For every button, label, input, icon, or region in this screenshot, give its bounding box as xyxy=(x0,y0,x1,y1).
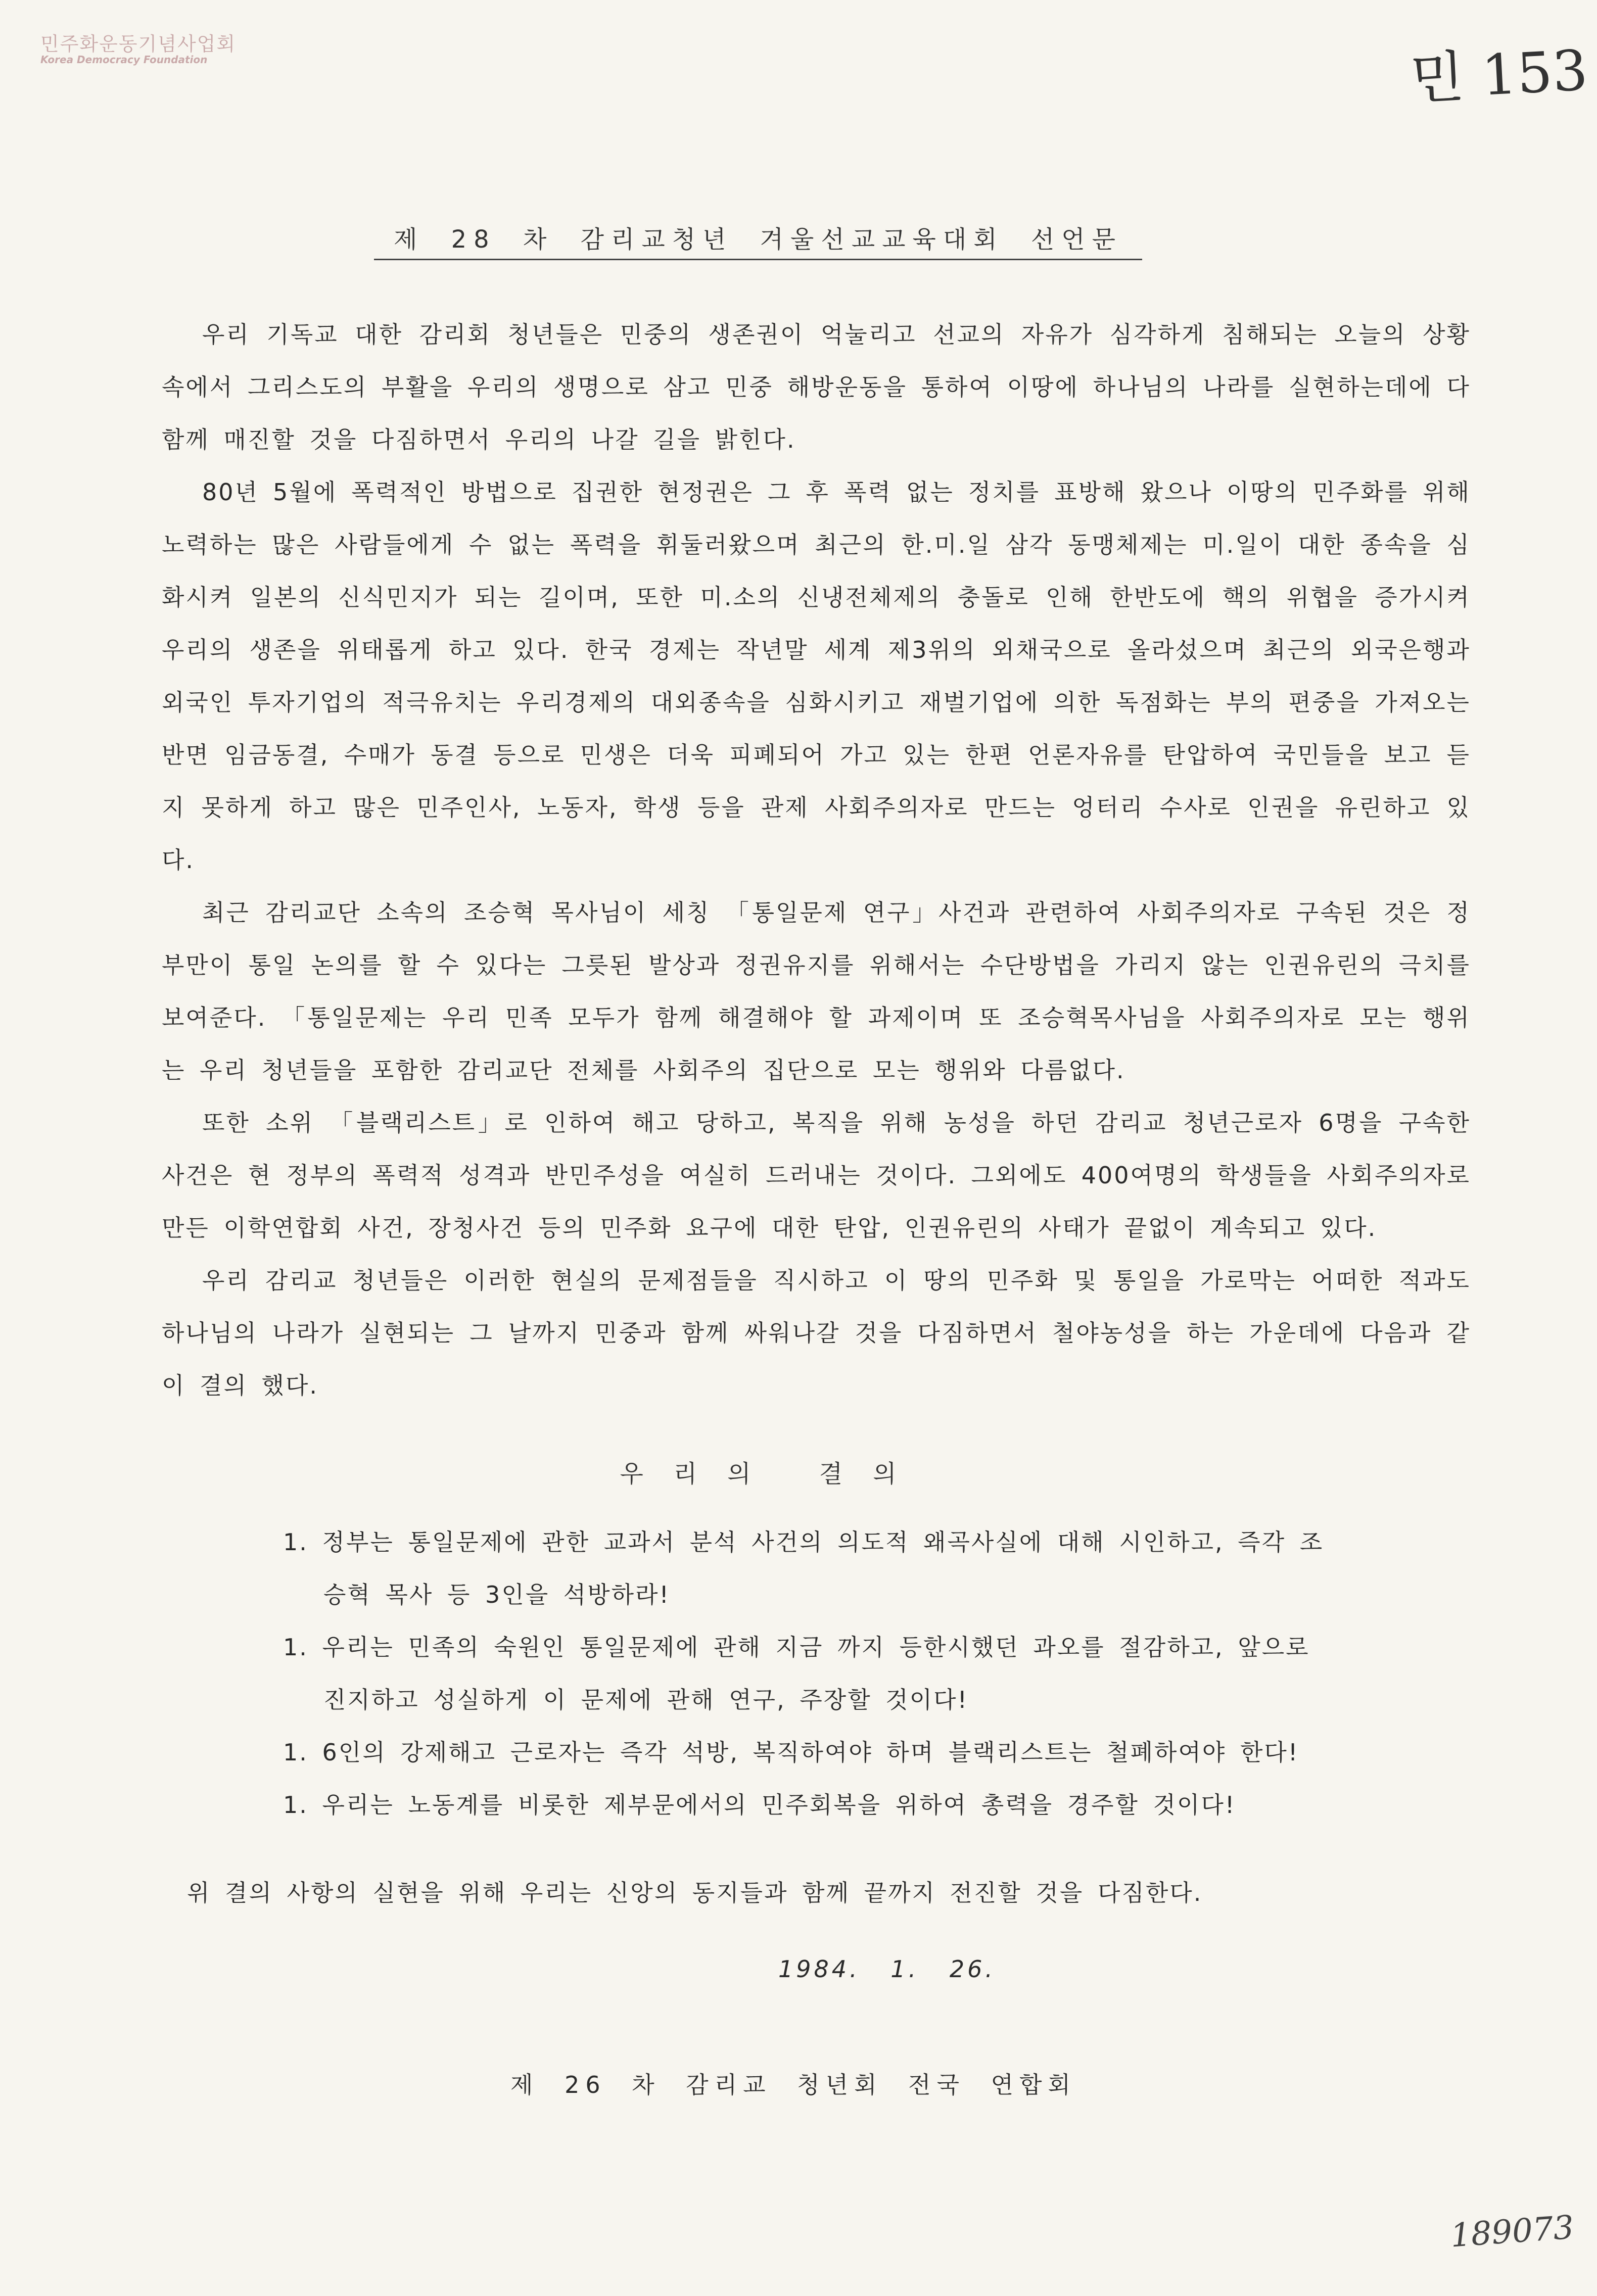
foundation-watermark xyxy=(40,34,236,65)
resolution-item: 1. 우리는 민족의 숙원인 통일문제에 관해 지금 까지 등한시했던 과오를 절감하고, 앞으로 진지하고 성실하게 이 문제에 관해 연구, 주장할 것이다! xyxy=(283,1634,1310,1713)
closing-statement: 위 결의 사항의 실현을 위해 우리는 신앙의 동지들과 함께 끝까지 전진할 것을 다짐한다. xyxy=(187,1879,1203,1906)
watermark-english: Korea Democracy Foundation xyxy=(40,53,208,66)
resolutions-list xyxy=(283,1516,1344,1831)
watermark-korean: 민주화운동기념사업회 xyxy=(40,33,237,55)
paragraph: 또한 소위 「블랙리스트」로 인하여 해고 당하고, 복직을 위해 농성을 하던 감리교 청년근로자 6명을 구속한 사건은 현 정부의 폭력적 성격과 반민주성을 여실히 드러내는 것이다. 그외에도 400여명의 학생들을 사회주의자로 만든 이학연합회 사건, 장청사건 등의 민주화 요구에 대한 탄압, 인권유린의 사태가 끝없이 계속되고 있다. xyxy=(162,1109,1471,1241)
document-title: 제 28 차 감리교청년 겨울선교교육대회 선언문 xyxy=(394,225,1122,254)
paragraph: 최근 감리교단 소속의 조승혁 목사님이 세칭 「통일문제 연구」사건과 관련하여 사회주의자로 구속된 것은 정부만이 통일 논의를 할 수 있다는 그릇된 발상과 정권유지를 위해서는 수단방법을 가리지 않는 인권유린의 극치를 보여준다. 「통일문제는 우리 민족 모두가 함께 해결해야 할 과제이며 또 조승혁목사님을 사회주의자로 모는 행위는 우리 청년들을 포함한 감리교단 전체를 사회주의 집단으로 모는 행위와 다름없다. xyxy=(162,899,1471,1084)
declaration-body xyxy=(162,308,1471,1412)
resolution-item: 1. 우리는 노동계를 비롯한 제부문에서의 민주회복을 위하여 총력을 경주할 것이다! xyxy=(283,1791,1236,1819)
resolution-item: 1. 정부는 통일문제에 관한 교과서 분석 사건의 의도적 왜곡사실에 대해 시인하고, 즉각 조승혁 목사 등 3인을 석방하라! xyxy=(283,1528,1324,1608)
issuing-organization: 제 26 차 감리교 청년회 전국 연합회 xyxy=(510,2071,1076,2098)
title-underline xyxy=(374,259,1142,260)
resolutions-heading: 우리의 결의 xyxy=(620,1460,927,1488)
resolution-item: 1. 6인의 강제해고 근로자는 즉각 석방, 복직하여야 하며 블랙리스트는 철폐하여야 한다! xyxy=(283,1739,1299,1766)
paragraph: 우리 기독교 대한 감리회 청년들은 민중의 생존권이 억눌리고 선교의 자유가 심각하게 침해되는 오늘의 상황 속에서 그리스도의 부활을 우리의 생명으로 삼고 민중 해방운동을 통하여 이땅에 하나님의 나라를 실현하는데에 다함께 매진할 것을 다짐하면서 우리의 나갈 길을 밝힌다. xyxy=(162,321,1471,453)
handwritten-doc-number: 민 153 xyxy=(1408,37,1589,112)
paragraph: 우리 감리교 청년들은 이러한 현실의 문제점들을 직시하고 이 땅의 민주화 및 통일을 가로막는 어떠한 적과도 하나님의 나라가 실현되는 그 날까지 민중과 함께 싸워나갈 것을 다짐하면서 철야농성을 하는 가운데에 다음과 같이 결의 했다. xyxy=(162,1267,1471,1399)
handwritten-archive-number: 189073 xyxy=(1449,2209,1575,2255)
document-date: 1984. 1. 26. xyxy=(778,1955,996,1983)
paragraph: 80년 5월에 폭력적인 방법으로 집권한 현정권은 그 후 폭력 없는 정치를 표방해 왔으나 이땅의 민주화를 위해 노력하는 많은 사람들에게 수 없는 폭력을 휘둘러왔으며 최근의 한.미.일 삼각 동맹체제는 미.일이 대한 종속을 심화시켜 일본의 신식민지가 되는 길이며, 또한 미.소의 신냉전체제의 충돌로 인해 한반도에 핵의 위협을 증가시켜 우리의 생존을 위태롭게 하고 있다. 한국 경제는 작년말 세계 제3위의 외채국으로 올라섰으며 최근의 외국은행과 외국인 투자기업의 적극유치는 우리경제의 대외종속을 심화시키고 재벌기업에 의한 독점화는 부의 편중을 가져오는 반면 임금동결, 수매가 동결 등으로 민생은 더욱 피폐되어 가고 있는 한편 언론자유를 탄압하여 국민들을 보고 듣지 못하게 하고 많은 민주인사, 노동자, 학생 등을 관제 사회주의자로 만드는 엉터리 수사로 인권을 유린하고 있다. xyxy=(162,479,1471,874)
